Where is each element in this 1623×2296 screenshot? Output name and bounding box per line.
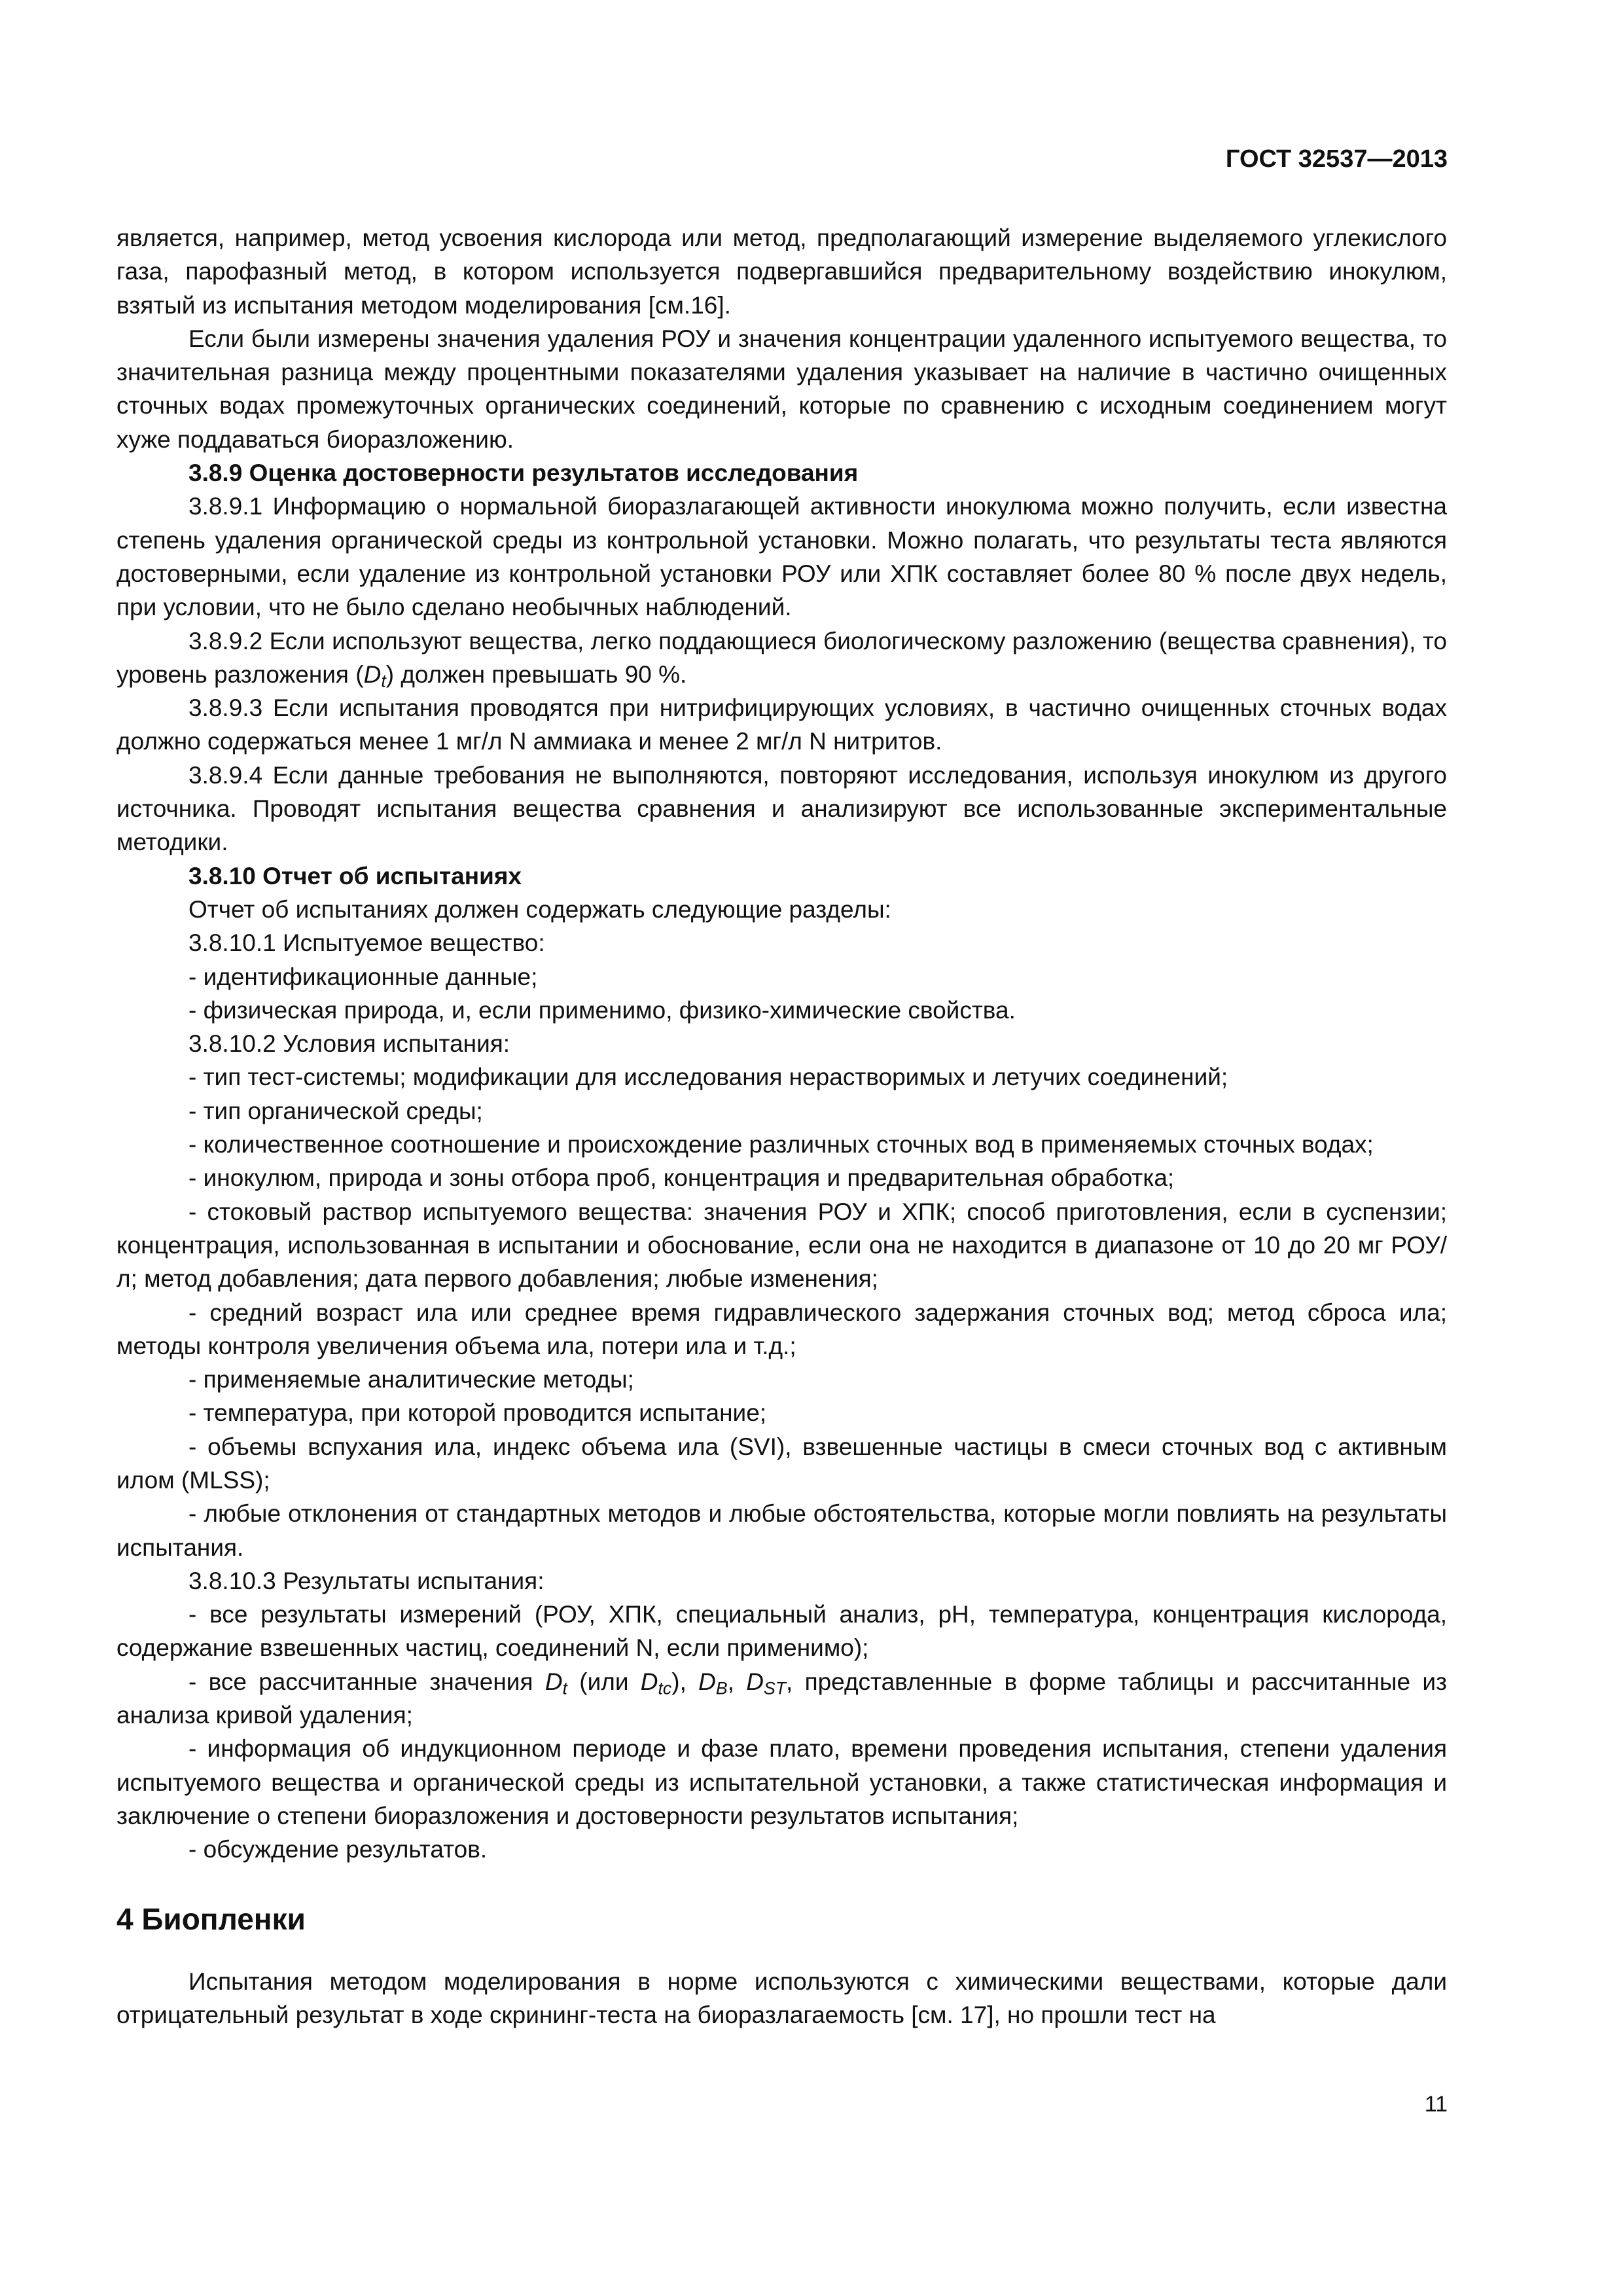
text-run: - все рассчитанные значения [188, 1668, 545, 1695]
paragraph-3-8-9-4: 3.8.9.4 Если данные требования не выполняются, повторяют исследования, используя инокулюм из другого источника. Проводят испытания вещества сравнения и анализируют все использованные экспериментальные методики. [116, 761, 1447, 856]
text-run: ) должен превышать 90 %. [385, 660, 687, 688]
paragraph: Если были измерены значения удаления РОУ и значения концентрации удаленного испытуемого вещества, то значительная разница между процентными показателями удаления указывает на наличие в частично очищенных сточных водах промежуточных органических соединений, которые по сравнению с исходным соединением могут хуже поддаваться биоразложению. [116, 325, 1447, 453]
paragraph-3-8-9-3: 3.8.9.3 Если испытания проводятся при нитрифицирующих условиях, в частично очищенных сточных водах должно содержаться менее 1 мг/л N аммиака и менее 2 мг/л N нитритов. [116, 694, 1447, 755]
paragraph: Отчет об испытаниях должен содержать следующие разделы: [188, 895, 891, 923]
paragraph: является, например, метод усвоения кислорода или метод, предполагающий измерение выделяемого углекислого газа, парофазный метод, в котором используется подвергавшийся предварительному воздействию инокулюм, взятый из испытания методом моделирования [см.16]. [116, 224, 1447, 319]
subscript: B [715, 1678, 728, 1698]
list-item: - все результаты измерений (РОУ, ХПК, специальный анализ, pH, температура, концентрация кислорода, содержание взвешенных частиц, соединений N, если применимо); [116, 1601, 1447, 1662]
section-heading-3-8-9: 3.8.9 Оценка достоверности результатов исследования [188, 459, 859, 487]
paragraph: Испытания методом моделирования в норме используются с химическими веществами, которые дали отрицательный результат в ходе скрининг-теста на биоразлагаемость [см. 17], но прошли тест на [116, 1967, 1447, 2028]
list-item: - температура, при которой проводится испытание; [188, 1399, 767, 1427]
symbol-d: D [544, 1668, 563, 1695]
page-number: 11 [1424, 2092, 1448, 2117]
subscript: tc [658, 1678, 672, 1698]
list-item: - любые отклонения от стандартных методов и любые обстоятельства, которые могли повлиять на результаты испытания. [116, 1500, 1447, 1561]
symbol-d: D [640, 1668, 658, 1695]
paragraph-3-8-9-2 [116, 624, 1447, 692]
list-item: - количественное соотношение и происхождение различных сточных вод в применяемых сточных водах; [188, 1131, 1374, 1158]
text-run: (или [567, 1668, 641, 1695]
subscript: ST [763, 1678, 786, 1698]
list-item: - информация об индукционном периоде и фазе плато, времени проведения испытания, степени удаления испытуемого вещества и органической среды из испытательной установки, а также статистическая информация и заключение о степени биоразложения и достоверности результатов испытания; [116, 1735, 1447, 1829]
paragraph-3-8-10-3: 3.8.10.3 Результаты испытания: [188, 1567, 544, 1594]
chapter-heading-4: 4 Биопленки [116, 1901, 306, 1936]
text-run: , представленные в форме таблицы и рассчитанные из анализа кривой удаления; [116, 1668, 1448, 1729]
text-run: , [727, 1668, 747, 1695]
text-run: ), [671, 1668, 699, 1695]
section-heading-3-8-10: 3.8.10 Отчет об испытаниях [188, 862, 522, 889]
list-item: - применяемые аналитические методы; [188, 1366, 634, 1393]
list-item: - объемы вспухания ила, индекс объема ила (SVI), взвешенные частицы в смеси сточных вод с активным илом (MLSS); [116, 1433, 1447, 1494]
list-item: - тип органической среды; [188, 1097, 483, 1124]
list-item: - тип тест-системы; модификации для исследования нерастворимых и летучих соединений; [188, 1064, 1228, 1091]
list-item: - стоковый раствор испытуемого вещества: значения РОУ и ХПК; способ приготовления, если в суспензии; концентрация, использованная в испытании и обоснование, если она не находится в диапазоне от 10 до 20 мг РОУ/л; метод добавления; дата первого добавления; любые изменения; [116, 1198, 1447, 1293]
list-item: - обсуждение результатов. [188, 1836, 488, 1863]
symbol-d: D [746, 1668, 764, 1695]
subscript: t [381, 671, 386, 691]
list-item [116, 1665, 1447, 1732]
paragraph-3-8-10-1: 3.8.10.1 Испытуемое вещество: [188, 929, 545, 957]
symbol-d: D [698, 1668, 716, 1695]
document-body [116, 221, 1447, 2032]
paragraph-3-8-10-2: 3.8.10.2 Условия испытания: [188, 1030, 510, 1058]
list-item: - физическая природа, и, если применимо, физико-химические свойства. [188, 996, 1016, 1024]
subscript: t [562, 1678, 567, 1698]
text-run: 3.8.9.2 Если используют вещества, легко поддающиеся биологическому разложению (вещества сравнения), то уровень разложения ( [116, 627, 1447, 688]
list-item: - средний возраст ила или среднее время гидравлического задержания сточных вод; метод сброса ила; методы контроля увеличения объема ила, потери ила и т.д.; [116, 1299, 1447, 1359]
document-header: ГОСТ 32537—2013 [1225, 145, 1448, 173]
symbol-d: D [363, 660, 382, 688]
list-item: - инокулюм, природа и зоны отбора проб, концентрация и предварительная обработка; [188, 1164, 1175, 1192]
paragraph-3-8-9-1: 3.8.9.1 Информацию о нормальной биоразлагающей активности инокулюма можно получить, если известна степень удаления органической среды из контрольной установки. Можно полагать, что результаты теста являются достоверными, если удаление из контрольной установки РОУ или ХПК составляет более 80 % после двух недель, при условии, что не было сделано необычных наблюдений. [116, 493, 1447, 621]
list-item: - идентификационные данные; [188, 963, 538, 990]
